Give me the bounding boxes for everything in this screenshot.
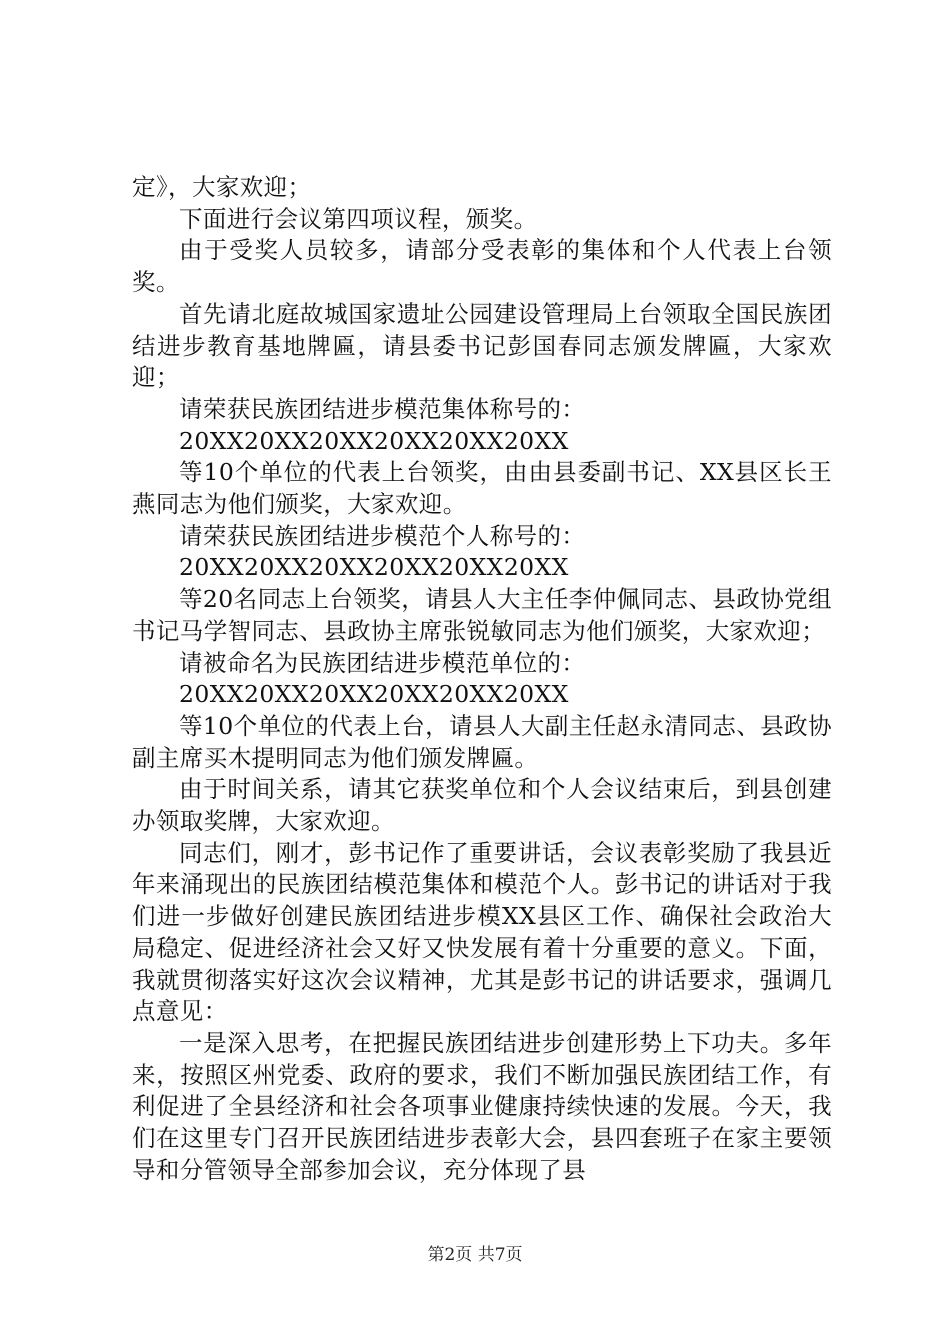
paragraph: 下面进行会议第四项议程，颁奖。 — [179, 204, 538, 233]
paragraph: 由于时间关系，请其它获奖单位和个人会议结束后，到县创建办领取奖牌，大家欢迎。 — [132, 775, 832, 836]
paragraph: 定》，大家欢迎； — [132, 173, 312, 201]
document-body — [132, 172, 832, 1187]
paragraph: 同志们，刚才，彭书记作了重要讲话，会议表彰奖励了我县近年来涌现出的民族团结模范集体和模范个人。彭书记的讲话对于我们进一步做好创建民族团结进步模XX县区工作、确保社会政治大局稳定、促进经济社会又好又快发展有着十分重要的意义。下面，我就贯彻落实好这次会议精神，尤其是彭书记的讲话要求，强调几点意见： — [132, 838, 832, 1026]
paragraph: 请荣获民族团结进步模范集体称号的： — [179, 394, 586, 423]
paragraph: 等10个单位的代表上台领奖，由由县委副书记、XX县区长王燕同志为他们颁奖，大家欢迎。 — [132, 458, 832, 519]
paragraph: 20XX20XX20XX20XX20XX20XX — [179, 680, 569, 709]
paragraph: 等10个单位的代表上台，请县人大副主任赵永清同志、县政协副主席买木提明同志为他们颁发牌匾。 — [132, 711, 832, 772]
paragraph: 请荣获民族团结进步模范个人称号的： — [179, 521, 586, 550]
paragraph: 首先请北庭故城国家遗址公园建设管理局上台领取全国民族团结进步教育基地牌匾，请县委书记彭国春同志颁发牌匾，大家欢迎； — [132, 299, 832, 392]
paragraph: 由于受奖人员较多，请部分受表彰的集体和个人代表上台领奖。 — [132, 236, 832, 297]
paragraph: 一是深入思考，在把握民族团结进步创建形势上下功夫。多年来，按照区州党委、政府的要求，我们不断加强民族团结工作，有利促进了全县经济和社会各项事业健康持续快速的发展。今天，我们在这里专门召开民族团结进步表彰大会，县四套班子在家主要领导和分管领导全部参加会议，充分体现了县 — [132, 1028, 832, 1184]
paragraph: 请被命名为民族团结进步模范单位的： — [179, 648, 586, 677]
paragraph: 20XX20XX20XX20XX20XX20XX — [179, 553, 569, 582]
page-footer: 第2页 共7页 — [427, 1245, 523, 1265]
paragraph: 20XX20XX20XX20XX20XX20XX — [179, 426, 569, 455]
paragraph: 等20名同志上台领奖，请县人大主任李仲佩同志、县政协党组书记马学智同志、县政协主席张锐敏同志为他们颁奖，大家欢迎； — [132, 585, 832, 645]
